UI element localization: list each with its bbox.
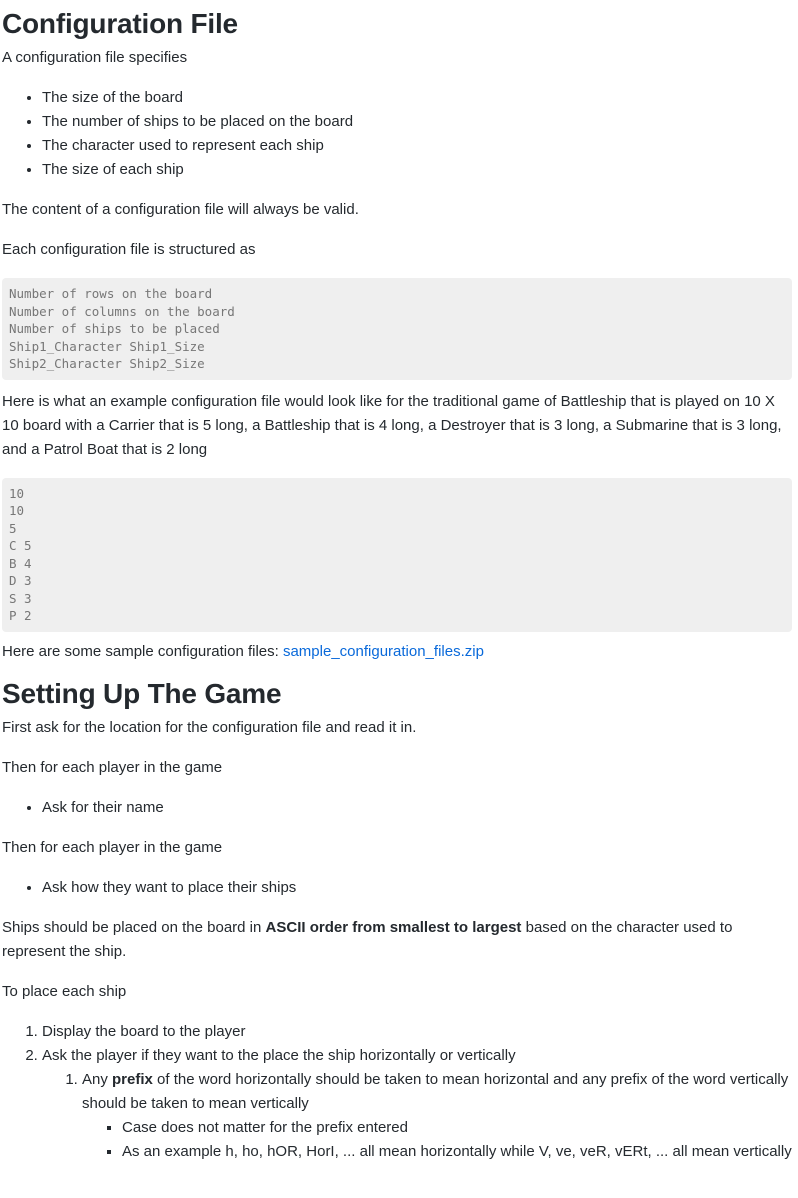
each-player-2: Then for each player in the game <box>2 838 223 856</box>
place-list <box>2 876 792 900</box>
code-line: S 3 <box>9 590 32 606</box>
config-spec-list <box>2 86 792 182</box>
sample-configuration-files-link[interactable]: sample_configuration_files.zip <box>282 642 484 660</box>
list-item: ▪ Case does not matter for the prefix entered <box>122 1116 792 1140</box>
order-bold: ASCII order from smallest to largest <box>265 918 522 936</box>
example-intro: Here is what an example configuration file would look like for the traditional game of Battleship that is played on 10 X 10 board with a Carrier that is 5 long, a Battleship that is 4 long, a Destroyer that is 3 long, a Submarine that is 3 long, and a Patrol Boat that is 2 long <box>2 392 782 458</box>
code-line: Number of rows on the board <box>9 286 213 301</box>
first-step: First ask for the location for the configuration file and read it in. <box>2 718 417 736</box>
ascii-order-paragraph <box>2 916 792 964</box>
orientation-step: Ask the player if they want to the place the ship horizontally or vertically <box>42 1046 516 1064</box>
code-line: 10 <box>9 485 25 501</box>
structure-intro: Each configuration file is structured as <box>2 241 256 258</box>
config-intro: A configuration file specifies <box>2 49 188 66</box>
list-item: ▪ As an example h, ho, hOR, HorI, ... all mean horizontally while V, ve, veR, vERt, ... all mean vertically <box>122 1140 792 1164</box>
placement-steps <box>2 1020 792 1164</box>
each-player-1: Then for each player in the game <box>2 758 223 776</box>
prefix-notes <box>82 1116 792 1164</box>
setting-up-heading: Setting Up The Game <box>2 677 282 709</box>
code-line: B 4 <box>9 555 32 571</box>
prefix-before: Any <box>82 1070 113 1088</box>
list-item: 1. Display the board to the player <box>42 1020 792 1044</box>
list-item: • The character used to represent each ship <box>42 134 792 158</box>
orientation-substeps <box>42 1068 792 1164</box>
code-line: Number of columns on the board <box>9 303 235 319</box>
list-item: • The size of each ship <box>42 158 792 182</box>
code-line: P 2 <box>9 608 32 623</box>
prefix-after: of the word horizontally should be taken to mean horizontal and any prefix of the word vertically should be taken to mean vertically <box>82 1070 789 1112</box>
list-item: • The number of ships to be placed on the board <box>42 110 792 134</box>
samples-line <box>2 640 792 664</box>
code-line: 10 <box>9 503 25 518</box>
list-item: • Ask for their name <box>42 796 792 820</box>
code-line: 5 <box>9 520 17 536</box>
list-item: • Ask how they want to place their ships <box>42 876 792 900</box>
code-line: Ship1_Character Ship1_Size <box>9 338 205 354</box>
validity-note: The content of a configuration file will always be valid. <box>2 201 359 218</box>
order-after: based on the character used to represent the ship. <box>2 918 733 960</box>
document <box>2 0 792 1164</box>
structure-code-block <box>2 278 792 380</box>
list-item <box>42 1044 792 1164</box>
order-before: Ships should be placed on the board in <box>2 918 266 936</box>
place-intro: To place each ship <box>2 982 127 1000</box>
prefix-bold: prefix <box>112 1070 153 1088</box>
list-item: • The size of the board <box>42 86 792 110</box>
code-line: C 5 <box>9 538 32 553</box>
configuration-file-heading: Configuration File <box>2 8 238 39</box>
code-line: Ship2_Character Ship2_Size <box>9 356 205 371</box>
samples-prefix: Here are some sample configuration files: <box>2 642 283 660</box>
list-item <box>82 1068 792 1164</box>
code-line: D 3 <box>9 573 32 588</box>
code-line: Number of ships to be placed <box>9 321 220 336</box>
name-list <box>2 796 792 820</box>
example-code-block <box>2 478 792 632</box>
